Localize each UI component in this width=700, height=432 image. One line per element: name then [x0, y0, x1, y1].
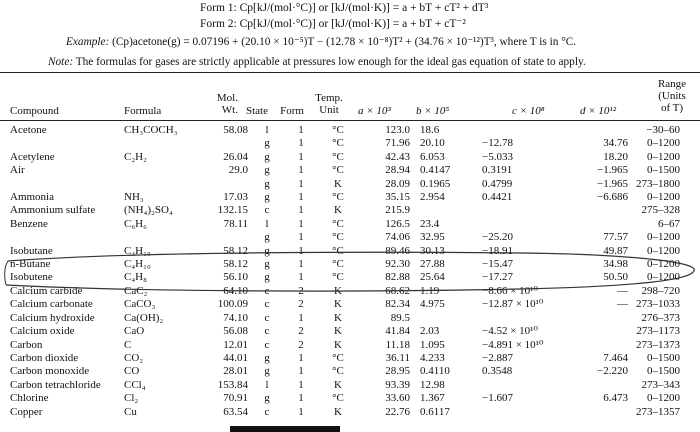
table-cell: Ammonia — [10, 191, 54, 204]
table-cell: °C — [332, 124, 344, 136]
table-cell: c — [264, 338, 270, 351]
table-cell: 273–1173 — [636, 325, 680, 338]
table-cell: Cu — [124, 405, 137, 418]
table-cell — [578, 124, 628, 137]
table-cell: −25.20 — [482, 231, 513, 244]
table-cell: CO₂ — [124, 351, 144, 364]
table-cell: C₂H₂ — [124, 150, 147, 163]
table-cell: °C — [332, 150, 344, 163]
table-cell: 273–343 — [641, 378, 680, 391]
table-cell: Calcium hydroxide — [10, 311, 95, 324]
table-cell: 41.84 — [385, 325, 410, 338]
table-cell: 4.975 — [420, 298, 445, 311]
table-cell: CaC₂ — [124, 284, 148, 297]
table-cell: Carbon monoxide — [10, 365, 90, 378]
table-cell: °C — [332, 392, 344, 405]
table-row — [0, 151, 680, 164]
table-cell: Benzene — [10, 217, 48, 230]
table-cell — [578, 218, 628, 231]
table-cell: 74.06 — [385, 231, 410, 244]
table-cell: K — [334, 378, 342, 391]
table-cell: 23.4 — [420, 217, 440, 230]
table-top-rule — [0, 72, 700, 73]
table-cell — [476, 124, 578, 137]
table-cell: 273–1357 — [636, 405, 680, 418]
note-label: Note: — [48, 56, 74, 68]
table-cell: Isobutane — [10, 244, 53, 257]
table-cell: CaCO₃ — [124, 298, 156, 311]
header-temp-line1: Temp. — [315, 92, 343, 104]
table-cell: 1 — [298, 204, 304, 217]
table-cell: 0.1965 — [420, 177, 451, 190]
table-cell: 36.11 — [385, 351, 410, 364]
table-cell: °C — [332, 244, 344, 257]
table-row — [0, 312, 680, 325]
table-cell: 33.60 — [385, 392, 410, 405]
table-cell: 0.4110 — [420, 365, 450, 378]
table-cell: −2.220 — [597, 365, 628, 378]
table-cell: K — [334, 338, 342, 351]
table-cell — [194, 137, 248, 150]
table-cell: −8.66 × 10¹⁰ — [482, 284, 538, 297]
table-cell: 1 — [298, 164, 304, 177]
table-cell: 2.03 — [420, 325, 440, 338]
table-cell: 1 — [298, 405, 304, 418]
table-cell: c — [264, 325, 270, 338]
table-cell: 6.053 — [420, 150, 445, 163]
table-cell: 50.50 — [603, 271, 628, 284]
table-cell: Ammonium sulfate — [10, 204, 96, 217]
table-cell: 89.46 — [385, 244, 410, 257]
table-row — [0, 271, 680, 284]
table-cell: 56.10 — [223, 271, 248, 284]
table-cell: 28.95 — [385, 365, 410, 378]
header-temp-line2: Unit — [319, 104, 339, 116]
table-cell: −1.965 — [597, 177, 628, 190]
table-cell: 2 — [298, 338, 304, 351]
table-cell — [194, 231, 248, 244]
table-cell: 0.3548 — [482, 365, 513, 378]
table-cell: 1 — [298, 351, 304, 364]
table-cell: 0–1200 — [647, 150, 680, 163]
table-cell: 0.3191 — [482, 164, 513, 177]
header-state: State — [246, 105, 268, 117]
table-cell: 78.11 — [223, 217, 248, 230]
table-cell: 0–1500 — [647, 164, 680, 177]
table-cell: Cl₂ — [124, 392, 139, 405]
example-text: (Cp)acetone(g) = 0.07196 + (20.10 × 10⁻⁵)T − (12.78 × 10⁻⁸)T² + (34.76 × 10⁻¹²)T³, where T is in °C. — [112, 36, 577, 48]
table-cell: −12.87 × 10¹⁰ — [482, 298, 544, 311]
header-range-line2: (Units — [658, 90, 686, 102]
table-cell: C₄H₈ — [124, 271, 147, 284]
table-cell: 12.01 — [223, 338, 248, 351]
header-bottom-rule — [0, 120, 700, 121]
table-cell: 132.15 — [217, 204, 248, 217]
example-line — [66, 35, 576, 48]
table-row — [0, 258, 680, 271]
table-row — [0, 352, 680, 365]
table-cell: g — [264, 164, 270, 177]
table-cell: 22.76 — [385, 405, 410, 418]
table-cell — [578, 204, 628, 217]
table-cell: 27.88 — [420, 258, 445, 271]
table-cell: Chlorine — [10, 392, 49, 405]
table-cell: −4.891 × 10¹⁰ — [482, 338, 544, 351]
table-cell: K — [334, 204, 342, 217]
table-cell: — — [617, 284, 628, 297]
table-cell: 44.01 — [223, 351, 248, 364]
table-cell: 0–1200 — [647, 231, 680, 244]
table-cell: 26.04 — [223, 150, 248, 163]
table-cell: °C — [332, 191, 344, 204]
table-cell — [578, 339, 628, 352]
table-cell: l — [265, 378, 269, 391]
table-cell: 2 — [298, 298, 304, 311]
table-cell: c — [264, 405, 270, 418]
table-cell: 42.43 — [385, 150, 410, 163]
table-cell — [124, 231, 194, 244]
table-cell — [410, 204, 476, 217]
table-cell: 11.18 — [385, 338, 410, 351]
table-cell: 0–1200 — [647, 137, 680, 150]
header-range-line1: Range — [657, 78, 687, 90]
table-cell: °C — [332, 164, 344, 177]
table-cell: 2.954 — [420, 191, 445, 204]
table-cell: 58.12 — [223, 244, 248, 257]
table-cell: 1 — [298, 191, 304, 204]
table-cell: 58.12 — [223, 258, 248, 271]
table-cell: 298–720 — [641, 284, 680, 297]
table-cell: Acetylene — [10, 150, 55, 163]
table-cell — [476, 406, 578, 419]
table-cell: 1 — [298, 150, 304, 163]
table-cell: 123.0 — [385, 124, 410, 136]
table-cell: 7.464 — [603, 351, 628, 364]
table-cell: Copper — [10, 405, 43, 418]
header-compound: Compound — [10, 105, 59, 117]
table-row — [0, 137, 680, 150]
heat-capacity-table — [0, 124, 680, 419]
table-cell: 0.4147 — [420, 164, 451, 177]
table-cell — [194, 178, 248, 191]
table-cell: 56.08 — [223, 325, 248, 338]
table-cell: 18.20 — [603, 150, 628, 163]
table-cell: 17.03 — [223, 191, 248, 204]
table-cell: 215.9 — [385, 204, 410, 217]
table-cell: g — [264, 258, 270, 271]
table-cell: °C — [332, 231, 344, 244]
header-formula: Formula — [124, 105, 162, 117]
table-cell: g — [264, 150, 270, 163]
table-cell: CH₃COCH₃ — [124, 124, 178, 136]
table-cell: CCl₄ — [124, 378, 146, 391]
table-cell: 82.88 — [385, 271, 410, 284]
table-cell: 1.19 — [420, 284, 440, 297]
table-cell: 35.15 — [385, 191, 410, 204]
form1-formula: Form 1: Cp[kJ/(mol·°C)] or [kJ/(mol·K)] = a + bT + cT² + dT³ — [200, 2, 489, 14]
table-cell: −1.607 — [482, 392, 513, 405]
table-row — [0, 231, 680, 244]
table-cell: 153.84 — [217, 378, 248, 391]
table-cell: l — [265, 217, 269, 230]
table-cell: 30.13 — [420, 244, 445, 257]
table-cell: 68.62 — [385, 284, 410, 297]
table-cell: g — [264, 365, 270, 378]
table-cell: Air — [10, 164, 25, 177]
table-cell: g — [264, 351, 270, 364]
table-cell — [0, 178, 124, 191]
table-cell: 1 — [298, 311, 304, 324]
table-cell: −6.686 — [597, 191, 628, 204]
header-b: b × 10⁵ — [416, 105, 450, 117]
table-cell: 273–1800 — [636, 177, 680, 190]
table-cell: 6–67 — [658, 217, 680, 230]
table-cell: g — [264, 244, 270, 257]
table-cell: c — [264, 204, 270, 217]
table-cell: C₆H₆ — [124, 217, 147, 230]
table-cell: Carbon — [10, 338, 43, 351]
table-cell: 1 — [298, 177, 304, 190]
table-cell: 1 — [298, 217, 304, 230]
table-cell: 1 — [298, 365, 304, 378]
table-cell: C₄H₁₀ — [124, 258, 151, 271]
table-cell: °C — [332, 351, 344, 364]
table-row — [0, 325, 680, 338]
table-row — [0, 124, 680, 137]
table-cell: l — [265, 124, 269, 136]
table-cell: C — [124, 338, 132, 351]
table-cell: °C — [332, 365, 344, 378]
table-cell: 93.39 — [385, 378, 410, 391]
example-label: Example: — [66, 36, 110, 48]
table-cell: 82.34 — [385, 298, 410, 311]
table-cell: °C — [332, 217, 344, 230]
table-cell: 25.64 — [420, 271, 445, 284]
table-cell: 0–1200 — [647, 271, 680, 284]
table-cell: 2 — [298, 325, 304, 338]
table-cell: 273–1373 — [636, 338, 680, 351]
table-cell: 28.01 — [223, 365, 248, 378]
table-cell: 34.98 — [603, 258, 628, 271]
table-cell — [476, 312, 578, 325]
table-row — [0, 365, 680, 378]
table-cell: Carbon dioxide — [10, 351, 79, 364]
table-row — [0, 298, 680, 311]
table-cell: Isobutene — [10, 271, 53, 284]
table-cell: 1 — [298, 231, 304, 244]
table-cell: c — [264, 311, 270, 324]
table-cell: 1 — [298, 124, 304, 136]
table-cell — [124, 137, 194, 150]
table-cell: 70.91 — [223, 392, 248, 405]
table-cell: 77.57 — [603, 231, 628, 244]
table-cell: 6.473 — [603, 392, 628, 405]
table-cell — [124, 164, 194, 177]
table-cell — [578, 325, 628, 338]
table-cell — [476, 379, 578, 392]
table-cell: 276–373 — [641, 311, 680, 324]
table-cell: 63.54 — [223, 405, 248, 418]
table-cell — [124, 178, 194, 191]
table-cell: c — [264, 298, 270, 311]
table-cell: °C — [332, 271, 344, 284]
header-mol-wt-line2: Wt. — [221, 104, 238, 116]
header-range — [646, 78, 698, 114]
table-cell: 12.98 — [420, 378, 445, 391]
table-cell: 74.10 — [223, 311, 248, 324]
header-d: d × 10¹² — [580, 105, 617, 117]
table-cell: K — [334, 284, 342, 297]
table-cell: 28.94 — [385, 164, 410, 177]
table-cell: 1.095 — [420, 338, 445, 351]
table-cell: c — [264, 284, 270, 297]
table-cell: −12.78 — [482, 137, 513, 150]
table-cell: 0–1200 — [647, 191, 680, 204]
table-row — [0, 379, 680, 392]
table-cell: g — [264, 177, 270, 190]
table-cell: −30–60 — [646, 124, 680, 136]
table-cell: K — [334, 325, 342, 338]
table-cell: g — [264, 137, 270, 150]
table-cell: 0–1200 — [647, 258, 680, 271]
note-line — [48, 56, 586, 68]
table-cell — [476, 218, 578, 231]
table-row — [0, 285, 680, 298]
table-cell: 32.95 — [420, 231, 445, 244]
scan-artifact-bar — [230, 426, 340, 432]
table-cell: 49.87 — [603, 244, 628, 257]
table-cell: 1 — [298, 258, 304, 271]
table-cell: g — [264, 271, 270, 284]
table-cell: 89.5 — [390, 311, 410, 324]
header-form: Form — [280, 105, 304, 117]
table-cell: 18.6 — [420, 124, 440, 136]
table-cell: CaO — [124, 325, 145, 338]
table-cell — [476, 204, 578, 217]
table-cell: Calcium oxide — [10, 325, 75, 338]
table-cell — [0, 137, 124, 150]
table-cell — [578, 379, 628, 392]
table-cell: Carbon tetrachloride — [10, 378, 101, 391]
table-cell: Ca(OH)₂ — [124, 311, 164, 324]
table-cell: −17.27 — [482, 271, 513, 284]
table-cell: 275–328 — [641, 204, 680, 217]
table-row — [0, 178, 680, 191]
table-cell: 0.4421 — [482, 191, 513, 204]
table-cell: 100.09 — [217, 298, 248, 311]
table-row — [0, 245, 680, 258]
table-cell: 92.30 — [385, 258, 410, 271]
table-cell: 1 — [298, 137, 304, 150]
table-cell: 2 — [298, 284, 304, 297]
table-cell: CO — [124, 365, 140, 378]
table-cell: 64.10 — [223, 284, 248, 297]
table-cell: −2.887 — [482, 351, 513, 364]
table-cell: NH₃ — [124, 191, 144, 204]
table-cell: Calcium carbonate — [10, 298, 93, 311]
table-cell: 1 — [298, 271, 304, 284]
table-cell: 4.233 — [420, 351, 445, 364]
table-cell: −15.47 — [482, 258, 513, 271]
table-cell: — — [617, 298, 628, 311]
table-cell: K — [334, 298, 342, 311]
table-cell: 29.0 — [228, 164, 248, 177]
header-mol-wt — [192, 92, 238, 116]
table-cell: 0–1200 — [647, 392, 680, 405]
table-cell: 273–1033 — [636, 298, 680, 311]
table-cell: g — [264, 191, 270, 204]
table-row — [0, 164, 680, 177]
table-cell: 1.367 — [420, 392, 445, 405]
table-cell: 1 — [298, 378, 304, 391]
table-cell: 28.09 — [385, 177, 410, 190]
header-c: c × 10⁸ — [512, 105, 545, 117]
table-cell: g — [264, 392, 270, 405]
note-text: The formulas for gases are strictly applicable at pressures low enough for the ideal gas equation of state to apply. — [75, 56, 586, 68]
table-cell — [410, 312, 476, 325]
table-cell: C₄H₁₀ — [124, 244, 151, 257]
header-mol-wt-line1: Mol. — [216, 92, 238, 104]
table-row — [0, 339, 680, 352]
table-cell — [0, 231, 124, 244]
table-cell: K — [334, 311, 342, 324]
table-cell: −1.965 — [597, 164, 628, 177]
header-a: a × 10³ — [358, 105, 391, 117]
table-row — [0, 204, 680, 217]
table-cell: g — [264, 231, 270, 244]
table-cell: −18.91 — [482, 244, 513, 257]
table-cell: °C — [332, 137, 344, 150]
header-range-line3: of T) — [660, 102, 684, 114]
table-cell: Calcium carbide — [10, 284, 83, 297]
table-cell: 126.5 — [385, 217, 410, 230]
table-row — [0, 218, 680, 231]
table-cell: 0–1200 — [647, 244, 680, 257]
table-cell: n-Butane — [10, 258, 51, 271]
table-cell: 71.96 — [385, 137, 410, 150]
table-cell: 0–1500 — [647, 351, 680, 364]
table-cell: −4.52 × 10¹⁰ — [482, 325, 538, 338]
form2-formula: Form 2: Cp[kJ/(mol·°C)] or [kJ/(mol·K)] = a + bT + cT⁻² — [200, 18, 466, 30]
table-cell: Acetone — [10, 124, 47, 136]
table-cell: 0–1500 — [647, 365, 680, 378]
table-cell: 0.4799 — [482, 177, 513, 190]
header-temp-unit — [306, 92, 352, 116]
table-cell: K — [334, 405, 342, 418]
table-row — [0, 191, 680, 204]
table-cell — [578, 406, 628, 419]
table-cell: °C — [332, 258, 344, 271]
table-row — [0, 406, 680, 419]
table-cell: 34.76 — [603, 137, 628, 150]
table-cell: 58.08 — [223, 124, 248, 136]
table-cell: 1 — [298, 244, 304, 257]
table-cell — [578, 312, 628, 325]
table-cell: 1 — [298, 392, 304, 405]
table-cell: K — [334, 177, 342, 190]
table-cell: (NH₄)₂SO₄ — [124, 204, 173, 217]
table-row — [0, 392, 680, 405]
table-cell: −5.033 — [482, 150, 513, 163]
table-cell: 20.10 — [420, 137, 445, 150]
table-cell: 0.6117 — [420, 405, 450, 418]
